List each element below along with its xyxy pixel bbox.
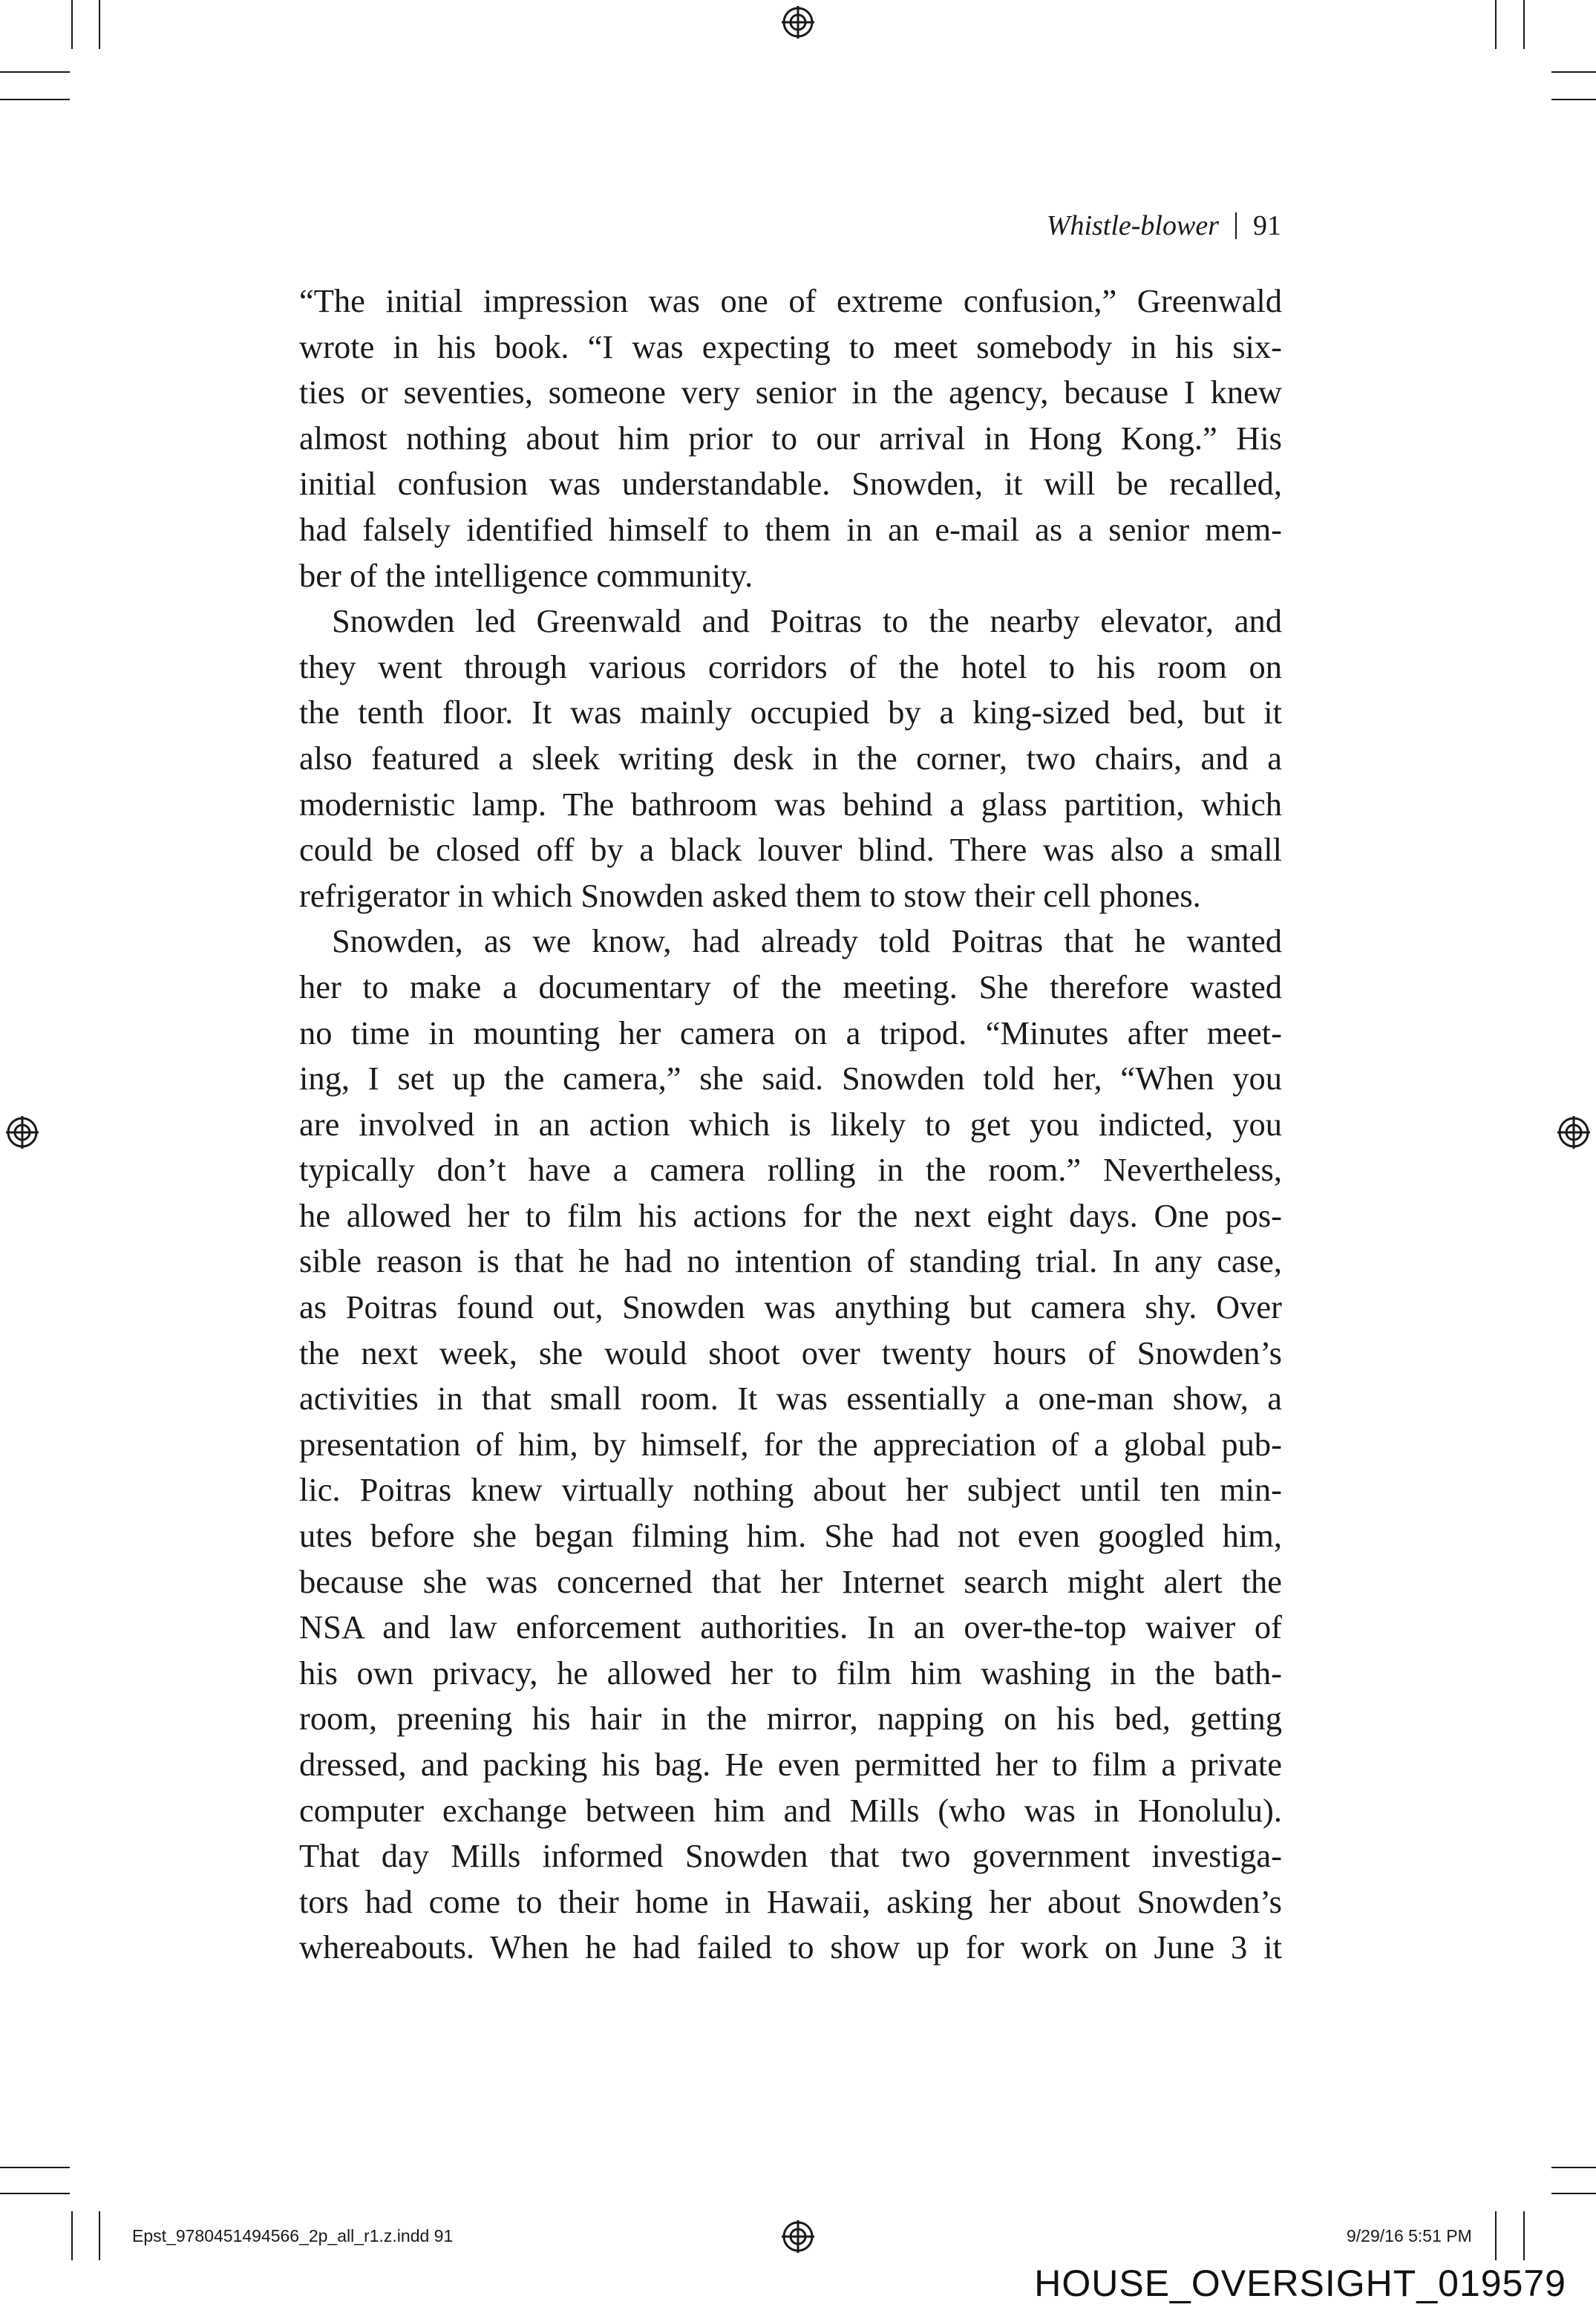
text-line: ber of the intelligence community. (299, 556, 753, 594)
text-line: lic. Poitras knew virtually nothing about her subject until ten min- (299, 1471, 1282, 1509)
text-line: are involved in an action which is likely to get you indicted, you (299, 1105, 1282, 1143)
bates-number: HOUSE_OVERSIGHT_019579 (1034, 2263, 1566, 2304)
text-line: NSA and law enforcement authorities. In an over-the-top waiver of (299, 1608, 1282, 1646)
crop-mark (71, 2211, 73, 2260)
registration-mark-icon (1557, 1116, 1590, 1149)
text-line: also featured a sleek writing desk in the corner, two chairs, and a (299, 739, 1282, 777)
text-line: computer exchange between him and Mills (who was in Honolulu). (299, 1791, 1282, 1829)
text-line: tors had come to their home in Hawaii, asking her about Snowden’s (299, 1882, 1282, 1920)
registration-mark-icon (6, 1116, 39, 1149)
text-line: the tenth floor. It was mainly occupied by a king-sized bed, but it (299, 694, 1282, 731)
text-line: ties or seventies, someone very senior in the agency, because I knew (299, 374, 1282, 411)
text-line: as Poitras found out, Snowden was anything but camera shy. Over (299, 1288, 1282, 1326)
text-line: room, preening his hair in the mirror, napping on his bed, getting (299, 1700, 1282, 1738)
text-line: dressed, and packing his bag. He even permitted her to film a private (299, 1746, 1282, 1783)
text-line: That day Mills informed Snowden that two government investiga- (299, 1837, 1282, 1875)
crop-mark (1551, 71, 1596, 73)
running-head (1047, 209, 1281, 242)
crop-mark (1551, 2167, 1596, 2168)
text-line: activities in that small room. It was essentially a one-man show, a (299, 1380, 1282, 1418)
crop-mark (99, 2211, 100, 2260)
crop-mark (0, 2193, 70, 2194)
crop-mark (1523, 0, 1525, 49)
crop-mark (99, 0, 100, 49)
slug-file-info: Epst_9780451494566_2p_all_r1.z.indd 91 (132, 2226, 454, 2245)
running-head-title: Whistle-blower (1046, 210, 1219, 241)
text-line: wrote in his book. “I was expecting to meet somebody in his six- (299, 327, 1282, 365)
text-line: refrigerator in which Snowden asked them to stow their cell phones. (299, 876, 1201, 914)
running-head-separator (1235, 212, 1237, 239)
text-line: “The initial impression was one of extreme confusion,” Greenwald (299, 282, 1282, 319)
crop-mark (1523, 2211, 1525, 2260)
text-line: they went through various corridors of the hotel to his room on (299, 647, 1282, 685)
crop-mark (0, 99, 70, 100)
text-line: Snowden, as we know, had already told Poitras that he wanted (332, 922, 1282, 960)
text-line: whereabouts. When he had failed to show up for work on June 3 it (299, 1928, 1282, 1966)
crop-mark (71, 0, 73, 49)
text-line: utes before she began filming him. She had not even googled him, (299, 1517, 1282, 1555)
text-line: modernistic lamp. The bathroom was behind a glass partition, which (299, 785, 1282, 823)
text-line: initial confusion was understandable. Snowden, it will be recalled, (299, 465, 1282, 503)
text-line: her to make a documentary of the meeting. She therefore wasted (299, 968, 1282, 1005)
crop-mark (1551, 2193, 1596, 2194)
slug-timestamp: 9/29/16 5:51 PM (1347, 2226, 1472, 2245)
text-line: no time in mounting her camera on a tripod. “Minutes after meet- (299, 1014, 1282, 1051)
crop-mark (1495, 0, 1497, 49)
crop-mark (1551, 99, 1596, 100)
text-line: ing, I set up the camera,” she said. Snowden told her, “When you (299, 1060, 1282, 1097)
page-number: 91 (1253, 210, 1281, 241)
text-line: he allowed her to film his actions for the next eight days. One pos- (299, 1196, 1282, 1234)
crop-mark (0, 71, 70, 73)
text-line: could be closed off by a black louver blind. There was also a small (299, 831, 1282, 869)
text-line: typically don’t have a camera rolling in the room.” Nevertheless, (299, 1151, 1282, 1189)
text-line: Snowden led Greenwald and Poitras to the nearby elevator, and (332, 602, 1282, 640)
crop-mark (1495, 2211, 1497, 2260)
text-line: his own privacy, he allowed her to film him washing in the bath- (299, 1654, 1282, 1692)
text-line: had falsely identified himself to them in an e-mail as a senior mem- (299, 510, 1282, 548)
text-line: almost nothing about him prior to our arrival in Hong Kong.” His (299, 419, 1282, 457)
text-line: presentation of him, by himself, for the appreciation of a global pub- (299, 1425, 1282, 1463)
registration-mark-icon (782, 2220, 814, 2253)
text-line: the next week, she would shoot over twenty hours of Snowden’s (299, 1334, 1282, 1371)
crop-mark (0, 2167, 70, 2168)
text-line: because she was concerned that her Internet search might alert the (299, 1562, 1282, 1600)
registration-mark-icon (782, 6, 814, 39)
text-line: sible reason is that he had no intention of standing trial. In any case, (299, 1242, 1282, 1280)
body-text (299, 278, 1282, 1971)
